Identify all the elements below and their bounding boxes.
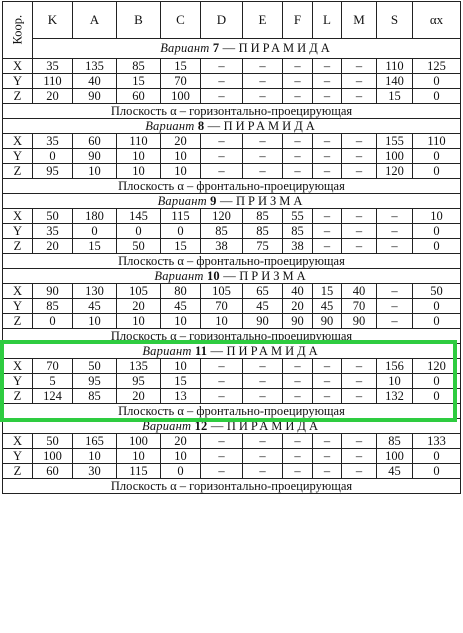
- table-cell: 120: [413, 359, 461, 374]
- table-cell: –: [313, 164, 342, 179]
- variant-9-title-row: [3, 194, 461, 209]
- table-cell: 140: [377, 74, 413, 89]
- table-cell: –: [283, 464, 313, 479]
- table-cell: 10: [201, 314, 243, 329]
- table-cell: 156: [377, 359, 413, 374]
- table-cell: 85: [377, 434, 413, 449]
- table-cell: 80: [161, 284, 201, 299]
- table-cell: 85: [117, 59, 161, 74]
- col-header-l: L: [313, 2, 342, 39]
- table-cell: 155: [377, 134, 413, 149]
- table-cell: 10: [413, 209, 461, 224]
- table-cell: 20: [161, 434, 201, 449]
- table-cell: 50: [33, 209, 73, 224]
- table-row: [3, 359, 461, 374]
- table-cell: –: [377, 284, 413, 299]
- table-cell: 10: [161, 164, 201, 179]
- table-cell: 0: [413, 299, 461, 314]
- table-row: [3, 314, 461, 329]
- table-cell: –: [243, 74, 283, 89]
- table-cell: 95: [33, 164, 73, 179]
- table-cell: –: [201, 359, 243, 374]
- table-row: [3, 284, 461, 299]
- variant-prefix: Вариант: [142, 419, 192, 433]
- variant-dash: —: [210, 344, 224, 358]
- coord-label: Y: [3, 449, 33, 464]
- table-cell: 35: [33, 59, 73, 74]
- col-header-e: E: [243, 2, 283, 39]
- table-cell: 105: [201, 284, 243, 299]
- variant-title: [3, 419, 461, 434]
- table-row: [3, 149, 461, 164]
- table-cell: –: [283, 164, 313, 179]
- table-cell: 110: [413, 134, 461, 149]
- coord-label: Z: [3, 164, 33, 179]
- table-row: [3, 59, 461, 74]
- table-cell: 90: [73, 149, 117, 164]
- table-cell: –: [313, 239, 342, 254]
- table-cell: 50: [413, 284, 461, 299]
- table-row: [3, 89, 461, 104]
- table-cell: 0: [73, 224, 117, 239]
- coord-label: Z: [3, 89, 33, 104]
- table-cell: 120: [201, 209, 243, 224]
- table-row: [3, 434, 461, 449]
- coord-label: X: [3, 209, 33, 224]
- table-cell: 10: [117, 164, 161, 179]
- plane-row: [3, 329, 461, 344]
- table-cell: 0: [413, 74, 461, 89]
- variant-8-title-row: [3, 119, 461, 134]
- coord-label: X: [3, 359, 33, 374]
- table-cell: –: [313, 359, 342, 374]
- table-cell: 50: [33, 434, 73, 449]
- table-cell: 10: [161, 149, 201, 164]
- variant-prefix: Вариант: [142, 344, 192, 358]
- table-cell: –: [243, 359, 283, 374]
- table-cell: 15: [313, 284, 342, 299]
- variant-shape: ПИРАМИДА: [226, 344, 321, 358]
- table-cell: 15: [377, 89, 413, 104]
- table-cell: 0: [161, 224, 201, 239]
- table-cell: –: [243, 434, 283, 449]
- table-cell: –: [201, 134, 243, 149]
- table-cell: 85: [283, 224, 313, 239]
- table-cell: 60: [117, 89, 161, 104]
- table-cell: 70: [342, 299, 377, 314]
- variant-number: 8: [197, 119, 205, 133]
- table-cell: –: [313, 449, 342, 464]
- table-cell: –: [342, 164, 377, 179]
- table-cell: –: [313, 89, 342, 104]
- table-cell: 15: [117, 74, 161, 89]
- table-cell: –: [243, 59, 283, 74]
- table-cell: 120: [377, 164, 413, 179]
- col-header-d: D: [201, 2, 243, 39]
- table-cell: 132: [377, 389, 413, 404]
- table-row: [3, 449, 461, 464]
- plane-description: Плоскость α – горизонтально-проецирующая: [3, 104, 461, 119]
- coord-label: Y: [3, 299, 33, 314]
- table-cell: 15: [161, 239, 201, 254]
- coord-label: X: [3, 284, 33, 299]
- col-header-k: K: [33, 2, 73, 39]
- coord-label: Y: [3, 149, 33, 164]
- table-cell: 100: [33, 449, 73, 464]
- table-cell: –: [243, 149, 283, 164]
- table-cell: 180: [73, 209, 117, 224]
- table-cell: –: [243, 89, 283, 104]
- table-cell: –: [201, 464, 243, 479]
- table-row: [3, 224, 461, 239]
- table-cell: –: [342, 59, 377, 74]
- table-cell: 135: [73, 59, 117, 74]
- coord-label: X: [3, 434, 33, 449]
- table-cell: –: [313, 209, 342, 224]
- table-cell: 60: [33, 464, 73, 479]
- table-cell: 75: [243, 239, 283, 254]
- table-cell: 10: [73, 449, 117, 464]
- table-row: [3, 209, 461, 224]
- table-cell: 15: [161, 59, 201, 74]
- table-cell: –: [313, 434, 342, 449]
- table-cell: 0: [413, 164, 461, 179]
- variant-number: 11: [194, 344, 208, 358]
- table-cell: 90: [313, 314, 342, 329]
- table-cell: 0: [413, 89, 461, 104]
- variant-dash: —: [210, 419, 224, 433]
- table-cell: –: [201, 74, 243, 89]
- table-cell: 10: [73, 314, 117, 329]
- table-cell: –: [243, 134, 283, 149]
- table-cell: –: [201, 59, 243, 74]
- table-cell: 133: [413, 434, 461, 449]
- table-cell: 115: [161, 209, 201, 224]
- plane-description: Плоскость α – фронтально-проецирующая: [3, 404, 461, 419]
- variant-prefix: Вариант: [145, 119, 195, 133]
- table-cell: 90: [73, 89, 117, 104]
- table-cell: 130: [73, 284, 117, 299]
- table-cell: –: [342, 149, 377, 164]
- col-header-c: C: [161, 2, 201, 39]
- header-row: [3, 2, 461, 39]
- table-cell: –: [342, 74, 377, 89]
- plane-description: Плоскость α – фронтально-проецирующая: [3, 254, 461, 269]
- table-cell: 20: [161, 134, 201, 149]
- table-row: [3, 134, 461, 149]
- table-cell: 65: [243, 284, 283, 299]
- table-cell: 10: [117, 149, 161, 164]
- koor-header: [3, 2, 33, 59]
- table-cell: –: [342, 434, 377, 449]
- table-cell: 45: [161, 299, 201, 314]
- variant-title: [3, 119, 461, 134]
- variant-number: 7: [212, 41, 220, 56]
- table-cell: 15: [73, 239, 117, 254]
- table-cell: –: [377, 299, 413, 314]
- table-cell: 10: [117, 314, 161, 329]
- table-cell: 110: [377, 59, 413, 74]
- table-cell: –: [283, 89, 313, 104]
- table-cell: 20: [117, 299, 161, 314]
- table-cell: 110: [33, 74, 73, 89]
- table-row: [3, 389, 461, 404]
- table-cell: –: [342, 374, 377, 389]
- variant-7-title-row: [3, 38, 461, 58]
- table-cell: 10: [161, 359, 201, 374]
- table-cell: 30: [73, 464, 117, 479]
- table-cell: 90: [342, 314, 377, 329]
- variant-prefix: Вариант: [157, 194, 207, 208]
- variant-dash: —: [219, 194, 233, 208]
- table-cell: –: [201, 164, 243, 179]
- table-cell: 50: [117, 239, 161, 254]
- table-cell: 90: [243, 314, 283, 329]
- table-cell: 15: [161, 374, 201, 389]
- coord-label: Z: [3, 239, 33, 254]
- plane-description: Плоскость α – горизонтально-проецирующая: [3, 479, 461, 494]
- table-cell: –: [283, 134, 313, 149]
- table-cell: –: [342, 359, 377, 374]
- table-cell: 105: [117, 284, 161, 299]
- table-cell: 40: [283, 284, 313, 299]
- variant-title: [3, 269, 461, 284]
- col-header-m: M: [342, 2, 377, 39]
- variant-dash: —: [222, 41, 236, 56]
- table-cell: 90: [33, 284, 73, 299]
- variant-title: [3, 194, 461, 209]
- variant-title: [3, 344, 461, 359]
- variant-number: 12: [194, 419, 208, 433]
- table-cell: –: [313, 374, 342, 389]
- variant-prefix: Вариант: [154, 269, 204, 283]
- variant-shape: ПИРАМИДА: [226, 419, 321, 433]
- variant-shape: ПРИЗМА: [235, 194, 306, 208]
- variant-prefix: Вариант: [160, 41, 210, 56]
- table-cell: –: [342, 239, 377, 254]
- table-cell: 45: [313, 299, 342, 314]
- plane-row: [3, 104, 461, 119]
- table-cell: 40: [342, 284, 377, 299]
- table-cell: 85: [73, 389, 117, 404]
- table-cell: 10: [377, 374, 413, 389]
- table-cell: 0: [413, 449, 461, 464]
- koor-label: Коор.: [10, 14, 25, 45]
- table-cell: –: [377, 239, 413, 254]
- table-cell: –: [283, 59, 313, 74]
- plane-row: [3, 479, 461, 494]
- table-cell: 20: [283, 299, 313, 314]
- table-cell: 10: [161, 314, 201, 329]
- table-cell: 38: [201, 239, 243, 254]
- table-cell: –: [283, 449, 313, 464]
- table-cell: –: [283, 374, 313, 389]
- coord-label: Z: [3, 389, 33, 404]
- table-cell: 165: [73, 434, 117, 449]
- table-cell: –: [283, 434, 313, 449]
- variant-title: [33, 38, 461, 58]
- variants-table: [2, 1, 461, 494]
- table-cell: –: [201, 374, 243, 389]
- table-cell: –: [243, 449, 283, 464]
- table-cell: 90: [283, 314, 313, 329]
- table-cell: –: [377, 209, 413, 224]
- table-cell: 45: [243, 299, 283, 314]
- table-cell: 5: [33, 374, 73, 389]
- coord-label: X: [3, 59, 33, 74]
- table-cell: –: [243, 164, 283, 179]
- variant-12-title-row: [3, 419, 461, 434]
- table-cell: –: [342, 449, 377, 464]
- table-cell: 20: [33, 89, 73, 104]
- table-cell: 85: [33, 299, 73, 314]
- table-cell: 0: [161, 464, 201, 479]
- table-cell: –: [313, 74, 342, 89]
- table-cell: –: [342, 209, 377, 224]
- col-header-f: F: [283, 2, 313, 39]
- table-cell: 50: [73, 359, 117, 374]
- table-cell: –: [342, 134, 377, 149]
- col-header-s: S: [377, 2, 413, 39]
- table-row: [3, 74, 461, 89]
- table-cell: –: [377, 314, 413, 329]
- table-cell: –: [201, 149, 243, 164]
- table-cell: –: [201, 449, 243, 464]
- plane-row: [3, 179, 461, 194]
- table-cell: 110: [117, 134, 161, 149]
- table-cell: 20: [33, 239, 73, 254]
- table-cell: –: [283, 74, 313, 89]
- variant-dash: —: [207, 119, 221, 133]
- table-cell: –: [201, 389, 243, 404]
- coord-label: Z: [3, 464, 33, 479]
- table-cell: –: [201, 89, 243, 104]
- plane-description: Плоскость α – фронтально-проецирующая: [3, 179, 461, 194]
- table-cell: 45: [73, 299, 117, 314]
- table-row: [3, 464, 461, 479]
- table-cell: 85: [243, 209, 283, 224]
- table-cell: 0: [413, 224, 461, 239]
- col-header-a: A: [73, 2, 117, 39]
- table-cell: 0: [413, 464, 461, 479]
- table-cell: 95: [73, 374, 117, 389]
- coord-label: X: [3, 134, 33, 149]
- table-cell: 0: [413, 149, 461, 164]
- table-cell: 0: [413, 314, 461, 329]
- table-cell: 70: [201, 299, 243, 314]
- table-cell: 0: [413, 389, 461, 404]
- table-row: [3, 374, 461, 389]
- variants-table-container: [2, 1, 460, 494]
- table-cell: 0: [33, 314, 73, 329]
- table-cell: 0: [413, 239, 461, 254]
- table-cell: –: [243, 389, 283, 404]
- table-cell: –: [243, 464, 283, 479]
- table-cell: –: [342, 464, 377, 479]
- table-cell: 10: [117, 449, 161, 464]
- table-cell: 85: [201, 224, 243, 239]
- table-row: [3, 239, 461, 254]
- table-cell: –: [313, 389, 342, 404]
- plane-row: [3, 404, 461, 419]
- coord-label: Y: [3, 74, 33, 89]
- table-cell: 100: [377, 449, 413, 464]
- variant-number: 9: [210, 194, 217, 208]
- table-cell: 135: [117, 359, 161, 374]
- table-cell: –: [342, 89, 377, 104]
- table-cell: 115: [117, 464, 161, 479]
- table-cell: –: [313, 59, 342, 74]
- table-row: [3, 299, 461, 314]
- table-cell: 35: [33, 224, 73, 239]
- table-cell: –: [377, 224, 413, 239]
- table-cell: 45: [377, 464, 413, 479]
- table-cell: 35: [33, 134, 73, 149]
- plane-description: Плоскость α – горизонтально-проецирующая: [3, 329, 461, 344]
- variant-shape: ПРИЗМА: [239, 269, 309, 283]
- variant-dash: —: [223, 269, 236, 283]
- table-cell: –: [283, 359, 313, 374]
- coord-label: Z: [3, 314, 33, 329]
- table-cell: 70: [161, 74, 201, 89]
- table-cell: 100: [161, 89, 201, 104]
- coord-label: Y: [3, 374, 33, 389]
- table-cell: 13: [161, 389, 201, 404]
- table-cell: 10: [73, 164, 117, 179]
- table-cell: –: [201, 434, 243, 449]
- coord-label: Y: [3, 224, 33, 239]
- table-cell: 95: [117, 374, 161, 389]
- variant-11-title-row: [3, 344, 461, 359]
- table-row: [3, 164, 461, 179]
- table-cell: 60: [73, 134, 117, 149]
- table-cell: 40: [73, 74, 117, 89]
- table-cell: –: [313, 149, 342, 164]
- table-cell: 20: [117, 389, 161, 404]
- variant-shape: ПИРАМИДА: [223, 119, 318, 133]
- variant-shape: ПИРАМИДА: [238, 41, 333, 56]
- table-cell: 125: [413, 59, 461, 74]
- table-cell: –: [283, 149, 313, 164]
- table-cell: 124: [33, 389, 73, 404]
- col-header-alpha-x: αx: [413, 2, 461, 39]
- plane-row: [3, 254, 461, 269]
- table-cell: 10: [161, 449, 201, 464]
- table-cell: –: [313, 464, 342, 479]
- table-cell: 0: [413, 374, 461, 389]
- table-cell: –: [342, 224, 377, 239]
- col-header-b: B: [117, 2, 161, 39]
- variant-number: 10: [206, 269, 220, 283]
- table-cell: 100: [117, 434, 161, 449]
- table-cell: –: [342, 389, 377, 404]
- table-cell: 100: [377, 149, 413, 164]
- table-cell: –: [313, 224, 342, 239]
- table-cell: –: [283, 389, 313, 404]
- table-cell: 70: [33, 359, 73, 374]
- table-cell: 55: [283, 209, 313, 224]
- variant-10-title-row: [3, 269, 461, 284]
- table-cell: 38: [283, 239, 313, 254]
- table-cell: 0: [33, 149, 73, 164]
- table-cell: 85: [243, 224, 283, 239]
- table-cell: 145: [117, 209, 161, 224]
- table-cell: –: [313, 134, 342, 149]
- table-cell: –: [243, 374, 283, 389]
- table-cell: 0: [117, 224, 161, 239]
